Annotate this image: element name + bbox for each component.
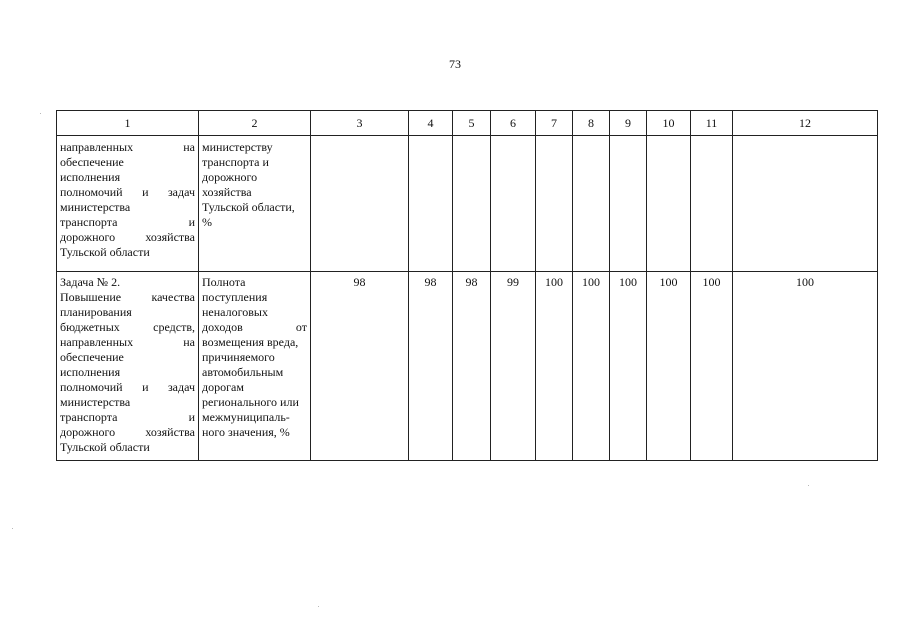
value-cell: 100 [691, 272, 733, 461]
text-line: бюджетных средств, [60, 320, 195, 334]
text-line: ного значения, % [202, 425, 290, 439]
indicator-name-cell [199, 136, 311, 272]
value-cell: 98 [311, 272, 409, 461]
text-line: исполнения [60, 170, 121, 184]
header-cell-6: 6 [491, 111, 536, 136]
value-cell: 98 [453, 272, 491, 461]
table-row [57, 272, 878, 461]
header-cell-2: 2 [199, 111, 311, 136]
text-line: неналоговых [202, 305, 268, 319]
value-cell [536, 136, 573, 272]
text-line: поступления [202, 290, 268, 304]
value-cell: 100 [647, 272, 691, 461]
text-line: обеспечение [60, 155, 124, 169]
scan-speck [12, 528, 13, 529]
text-line: причиняемого [202, 350, 275, 364]
header-cell-4: 4 [409, 111, 453, 136]
text-line: дорожного [202, 170, 258, 184]
header-cell-10: 10 [647, 111, 691, 136]
value-cell [573, 136, 610, 272]
text-line: министерству [202, 140, 273, 154]
text-line: регионального или [202, 395, 299, 409]
value-cell [647, 136, 691, 272]
text-line: транспорта и [60, 410, 195, 424]
text-line: возмещения вреда, [202, 335, 299, 349]
text-line: направленных на [60, 140, 195, 154]
text-line: транспорта и [60, 215, 195, 229]
text-line: исполнения [60, 365, 121, 379]
text-line: планирования [60, 305, 132, 319]
header-cell-11: 11 [691, 111, 733, 136]
text-line: Повышение качества [60, 290, 195, 304]
value-cell [691, 136, 733, 272]
scan-speck [808, 485, 809, 486]
value-cell [733, 136, 878, 272]
text-line: министерства [60, 200, 131, 214]
value-cell: 99 [491, 272, 536, 461]
value-cell [311, 136, 409, 272]
value-cell [610, 136, 647, 272]
text-line: Задача № 2. [60, 275, 121, 289]
header-row [57, 111, 878, 136]
header-cell-9: 9 [610, 111, 647, 136]
text-line: хозяйства [202, 185, 252, 199]
header-cell-8: 8 [573, 111, 610, 136]
header-cell-7: 7 [536, 111, 573, 136]
task-description-cell [57, 136, 199, 272]
text-line: автомобильным [202, 365, 284, 379]
value-cell: 100 [733, 272, 878, 461]
text-line: Тульской области, [202, 200, 295, 214]
header-cell-12: 12 [733, 111, 878, 136]
value-cell [409, 136, 453, 272]
text-line: дорожного хозяйства [60, 230, 195, 244]
text-line: дорогам [202, 380, 244, 394]
value-cell [453, 136, 491, 272]
text-line: транспорта и [202, 155, 269, 169]
scan-speck [40, 113, 41, 114]
indicators-table [56, 110, 878, 461]
text-line: обеспечение [60, 350, 124, 364]
text-line: дорожного хозяйства [60, 425, 195, 439]
value-cell [491, 136, 536, 272]
text-line: министерства [60, 395, 131, 409]
text-line: межмуниципаль- [202, 410, 290, 424]
text-line: Полнота [202, 275, 246, 289]
task-description-cell [57, 272, 199, 461]
header-cell-3: 3 [311, 111, 409, 136]
text-line: % [202, 215, 212, 229]
value-cell: 100 [536, 272, 573, 461]
value-cell: 100 [610, 272, 647, 461]
text-line: Тульской области [60, 245, 150, 259]
header-cell-5: 5 [453, 111, 491, 136]
header-cell-1: 1 [57, 111, 199, 136]
value-cell: 98 [409, 272, 453, 461]
text-line: направленных на [60, 335, 195, 349]
table-row [57, 136, 878, 272]
scan-speck [318, 606, 319, 607]
text-line: доходов от [202, 320, 307, 334]
text-line: Тульской области [60, 440, 150, 454]
text-line: полномочий и задач [60, 185, 195, 199]
indicator-name-cell [199, 272, 311, 461]
text-line: полномочий и задач [60, 380, 195, 394]
page-number: 73 [449, 57, 461, 71]
value-cell: 100 [573, 272, 610, 461]
